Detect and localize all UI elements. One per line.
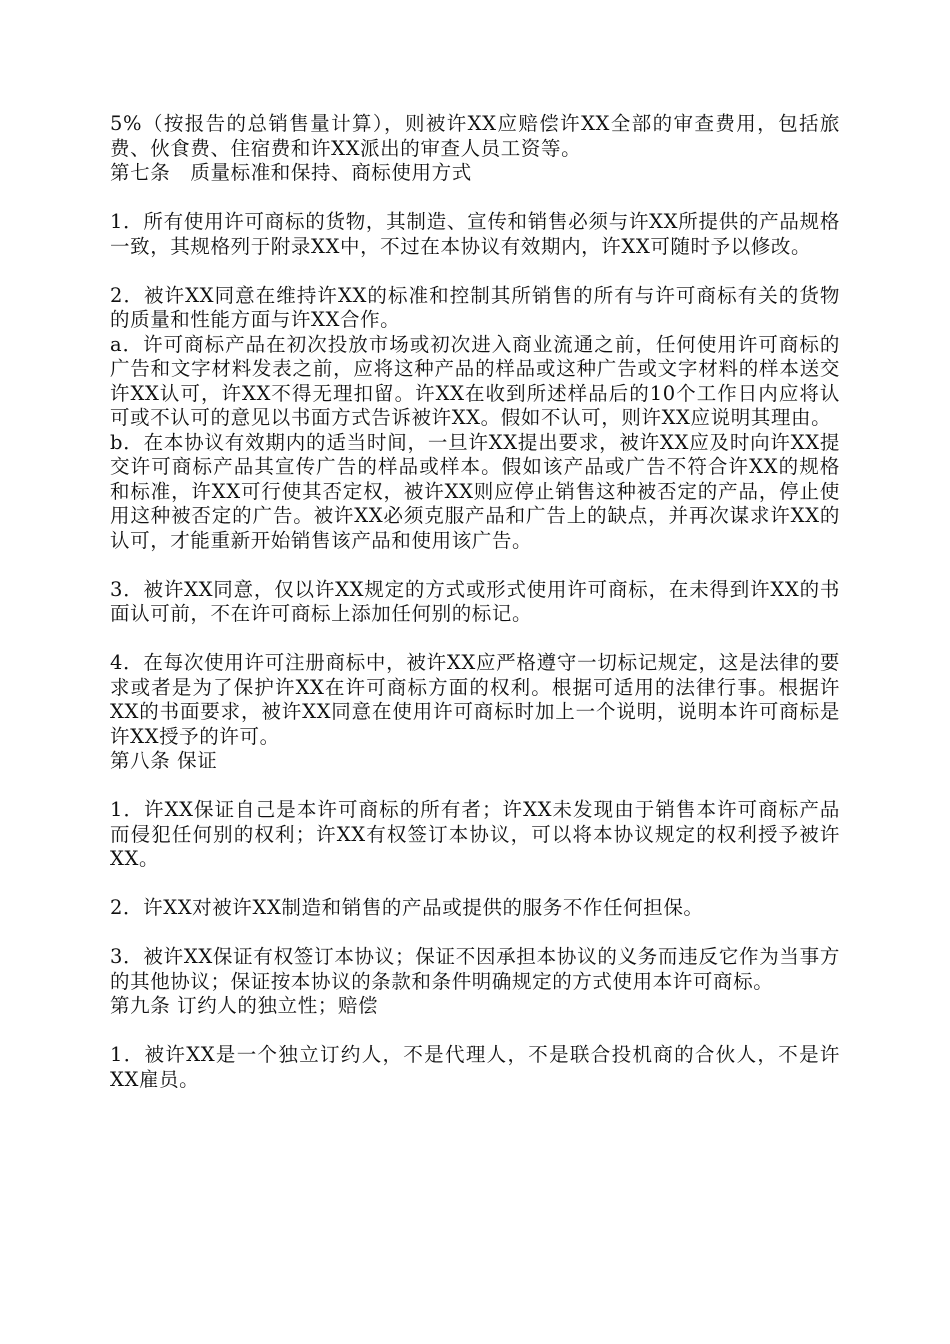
blank-line (110, 774, 840, 799)
article-8-clause-3: 3．被许XX保证有权签订本协议；保证不因承担本协议的义务而违反它作为当事方的其他协议；保证按本协议的条款和条件明确规定的方式使用本许可商标。 (110, 945, 840, 993)
blank-line (110, 186, 840, 211)
blank-line (110, 553, 840, 578)
article-7-clause-2b: b．在本协议有效期内的适当时间，一旦许XX提出要求，被许XX应及时向许XX提交许可商标产品其宣传广告的样品或样本。假如该产品或广告不符合许XX的规格和标准，许XX可行使其否定权，被许XX则应停止销售这种被否定的产品，停止使用这种被否定的广告。被许XX必须克服产品和广告上的缺点，并再次谋求许XX的认可，才能重新开始销售该产品和使用该广告。 (110, 430, 840, 552)
article-7-clause-2a: a．许可商标产品在初次投放市场或初次进入商业流通之前，任何使用许可商标的广告和文字材料发表之前，应将这种产品的样品或这种广告或文字材料的样本送交许XX认可，许XX不得无理扣留。许XX在收到所述样品后的10个工作日内应将认可或不认可的意见以书面方式告诉被许XX。假如不认可，则许XX应说明其理由。 (110, 332, 840, 429)
blank-line (110, 259, 840, 284)
article-8-clause-1: 1．许XX保证自己是本许可商标的所有者；许XX未发现由于销售本许可商标产品而侵犯任何别的权利；许XX有权签订本协议，可以将本协议规定的权利授予被许XX。 (110, 798, 840, 870)
blank-line (110, 921, 840, 946)
paragraph-audit-fees: 5%（按报告的总销售量计算），则被许XX应赔偿许XX全部的审查费用，包括旅费、伙食费、住宿费和许XX派出的审查人员工资等。 (110, 112, 840, 160)
article-7-clause-3: 3．被许XX同意，仅以许XX规定的方式或形式使用许可商标，在未得到许XX的书面认可前，不在许可商标上添加任何别的标记。 (110, 577, 840, 625)
article-8-heading: 第八条 保证 (110, 749, 218, 772)
blank-line (110, 627, 840, 652)
article-7-clause-2: 2．被许XX同意在维持许XX的标准和控制其所销售的所有与许可商标有关的货物的质量和性能方面与许XX合作。 (110, 283, 840, 331)
blank-line (110, 872, 840, 897)
article-7-heading: 第七条 质量标准和保持、商标使用方式 (110, 161, 472, 184)
document-page (110, 112, 840, 1092)
article-7-clause-1: 1．所有使用许可商标的货物，其制造、宣传和销售必须与许XX所提供的产品规格一致，其规格列于附录XX中，不过在本协议有效期内，许XX可随时予以修改。 (110, 210, 840, 258)
blank-line (110, 1019, 840, 1044)
article-9-heading: 第九条 订约人的独立性；赔偿 (110, 994, 379, 1017)
article-9-clause-1: 1．被许XX是一个独立订约人，不是代理人，不是联合投机商的合伙人，不是许XX雇员。 (110, 1043, 840, 1091)
article-7-clause-4: 4．在每次使用许可注册商标中，被许XX应严格遵守一切标记规定，这是法律的要求或者是为了保护许XX在许可商标方面的权利。根据可适用的法律行事。根据许XX的书面要求，被许XX同意在使用许可商标时加上一个说明，说明本许可商标是许XX授予的许可。 (110, 651, 840, 748)
article-8-clause-2: 2．许XX对被许XX制造和销售的产品或提供的服务不作任何担保。 (110, 896, 704, 919)
